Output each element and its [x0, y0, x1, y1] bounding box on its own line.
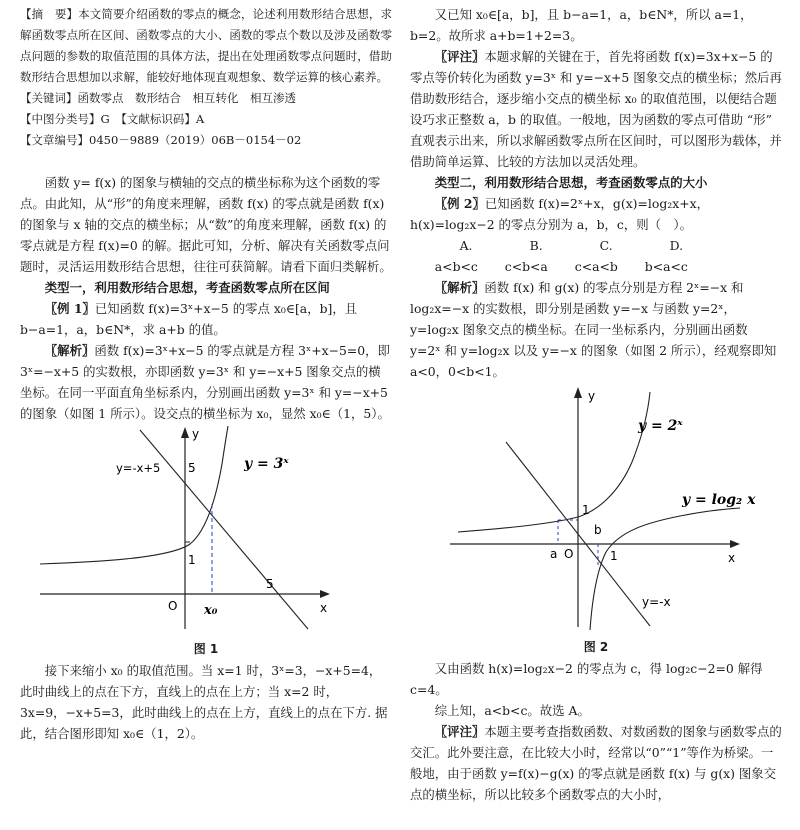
- analysis1-text: 函数 f(x)=3ˣ+x−5 的零点就是方程 3ˣ+x−5=0，即 3ˣ=−x+5 的实数根，亦即函数 y=3ˣ 和 y=−x+5 图象交点的横坐标。在同一平面直角坐标系内，分别画出函数 y=3ˣ 和 y=−x+5 的图象（如图 1 所示）。设交点的横坐标为 x₀，显然 x₀∈（1，5）。: [20, 343, 390, 421]
- fig1-x-label: x: [320, 601, 328, 615]
- example2: [410, 193, 782, 235]
- figure-2-caption: 图 2: [583, 640, 609, 654]
- article-number: 【文章编号】0450－9889（2019）06B－0154－02: [20, 133, 302, 147]
- example2-options: [410, 235, 782, 277]
- remark2-text: 本题主要考查指数函数、对数函数的图象与函数零点的交汇。此外要注意，在比较大小时，经常以“0”“1”等作为桥梁。一般地，由于函数 y=f(x)−g(x) 的零点就是函数 f(x) 与 g(x) 图象交点的横坐标，所以比较多个函数零点的大小时，: [410, 724, 782, 802]
- analysis2-label: 〖解析〗: [434, 280, 485, 295]
- fig2-y-label: y: [588, 389, 596, 403]
- figure-1-graph: [20, 424, 392, 639]
- fig1-y-arrow: [181, 427, 189, 438]
- hc-paragraph: 又由函数 h(x)=log₂x−2 的零点为 c，得 log₂c−2=0 解得 c=4。: [410, 661, 763, 697]
- fig1-line-label: y=-x+5: [116, 461, 161, 475]
- narrow-paragraph: 接下来缩小 x₀ 的取值范围。当 x=1 时，3ˣ=3，−x+5=4，此时曲线上的点在下方，直线上的点在上方；当 x=2 时，3x=9，−x+5=3，此时曲线上的点在上方，直线上的点在下方. 据此，结合图形即知 x₀∈（1，2）。: [20, 663, 388, 741]
- example2-text: 已知函数 f(x)=2ˣ+x，g(x)=log₂x+x，h(x)=log₂x−2 的零点分别为 a，b，c，则（ ）。: [410, 196, 709, 232]
- fig1-tick-5y: 5: [188, 461, 196, 475]
- intro-paragraph: 函数 y= f(x) 的图象与横轴的交点的横坐标称为这个函数的零点。由此知，从“形”的角度来理解，函数 f(x) 的零点就是函数 f(x) 的图象与 x 轴的交点的横坐标；从“数”的角度来理解，函数 f(x) 的零点就是方程 f(x)=0 的解。据此可知，分析、解决有关函数零点问题时，灵活运用数形结合思想，往往可获简解。请看下面归类解析。: [20, 175, 392, 274]
- remark1-label: 〖评注〗: [434, 49, 485, 64]
- example1: [20, 298, 392, 340]
- fig1-x0-label: x₀: [204, 603, 218, 618]
- figure-1-caption: 图 1: [193, 642, 219, 656]
- fig1-tick-5x: 5: [266, 577, 274, 591]
- fig2-b-label: b: [594, 523, 602, 537]
- remark1: [410, 46, 782, 172]
- fig1-x-arrow: [320, 590, 330, 598]
- fig2-log-curve: [590, 508, 740, 630]
- option-c: C. c<a<b: [574, 238, 618, 274]
- continuation-paragraph: 又已知 x₀∈[a，b]，且 b−a=1，a，b∈N*，所以 a=1，b=2。故所求 a+b=1+2=3。: [410, 7, 753, 43]
- left-column: [20, 4, 392, 744]
- analysis1: [20, 340, 392, 424]
- remark2-label: 〖评注〗: [434, 724, 485, 739]
- example1-label: 〖例 1〗: [44, 301, 95, 316]
- remark1-text: 本题求解的关键在于，首先将函数 f(x)=3x+x−5 的零点等价转化为函数 y=3ˣ 和 y=−x+5 图象交点的横坐标；然后再借助数形结合，逐步缩小交点的横坐标 x₀ 的取值范围，以便结合题设巧求正整数 a，b 的取值。一般地，因为函数的零点可借助 “形” 直观表示出来，所以求解函数零点所在区间时，可以图形为载体，并借助简单运算、比较的方法加以灵活处理。: [410, 49, 782, 169]
- fig2-exp-label: y = 2ˣ: [638, 418, 683, 434]
- figure-2-graph: [410, 382, 782, 637]
- remark2: [410, 721, 782, 805]
- abstract: 【摘 要】本文简要介绍函数的零点的概念，论述利用数形结合思想，求解函数零点所在区间、函数零点的大小、函数的零点个数以及涉及函数零点问题的参数的取值范围的具体方法，提出在处理函数零点问题时，借助数形结合思想加以求解，能较好地体现直观想象、数学运算的核心素养。: [20, 7, 392, 84]
- type2-heading: 类型二，利用数形结合思想，考查函数零点的大小: [434, 175, 708, 190]
- right-column: [410, 4, 782, 805]
- fig1-curve: [40, 426, 228, 564]
- analysis1-label: 〖解析〗: [44, 343, 95, 358]
- example1-text: 已知函数 f(x)=3ˣ+x−5 的零点 x₀∈[a，b]，且 b−a=1，a，b∈N*，求 a+b 的值。: [20, 301, 358, 337]
- fig2-y-arrow: [574, 387, 582, 398]
- fig1-y-label: y: [192, 427, 200, 441]
- fig1-origin: O: [168, 599, 178, 613]
- fig1-curve-label: y = 3ˣ: [244, 456, 289, 472]
- fig2-exp-curve: [458, 392, 650, 532]
- fig2-x-arrow: [730, 540, 740, 548]
- fig2-log-label: y = log₂ x: [682, 492, 756, 508]
- classification: 【中图分类号】G 【文献标识码】A: [20, 112, 205, 126]
- analysis2: [410, 277, 782, 382]
- fig2-tick-1x: 1: [610, 549, 618, 563]
- option-a: A. a<b<c: [434, 238, 478, 274]
- fig1-tick-1-label: 1: [188, 553, 196, 567]
- figure-1: [20, 424, 392, 660]
- conclusion: 综上知，a<b<c。故选 A。: [434, 703, 590, 718]
- analysis2-text: 函数 f(x) 和 g(x) 的零点分别是方程 2ˣ=−x 和 log₂x=−x 的实数根，即分别是函数 y=−x 与函数 y=2ˣ，y=log₂x 图象交点的横坐标。在同一坐标系内，分别画出函数 y=2ˣ 和 y=log₂x 以及 y=−x 的图象（如图 2 所示），经观察即知 a<0，0<b<1。: [410, 280, 777, 379]
- option-b: B. c<b<a: [504, 238, 548, 274]
- type1-heading: 类型一，利用数形结合思想，考查函数零点所在区间: [44, 280, 330, 295]
- fig2-origin: O: [564, 547, 574, 561]
- fig2-tick-1y: 1: [582, 503, 590, 517]
- option-d: D. b<a<c: [644, 238, 688, 274]
- example2-label: 〖例 2〗: [434, 196, 485, 211]
- keywords: 【关键词】函数零点 数形结合 相互转化 相互渗透: [20, 91, 296, 105]
- fig2-line-label: y=-x: [642, 595, 671, 609]
- fig2-a-label: a: [550, 547, 558, 561]
- figure-2: [410, 382, 782, 658]
- fig2-x-label: x: [728, 551, 736, 565]
